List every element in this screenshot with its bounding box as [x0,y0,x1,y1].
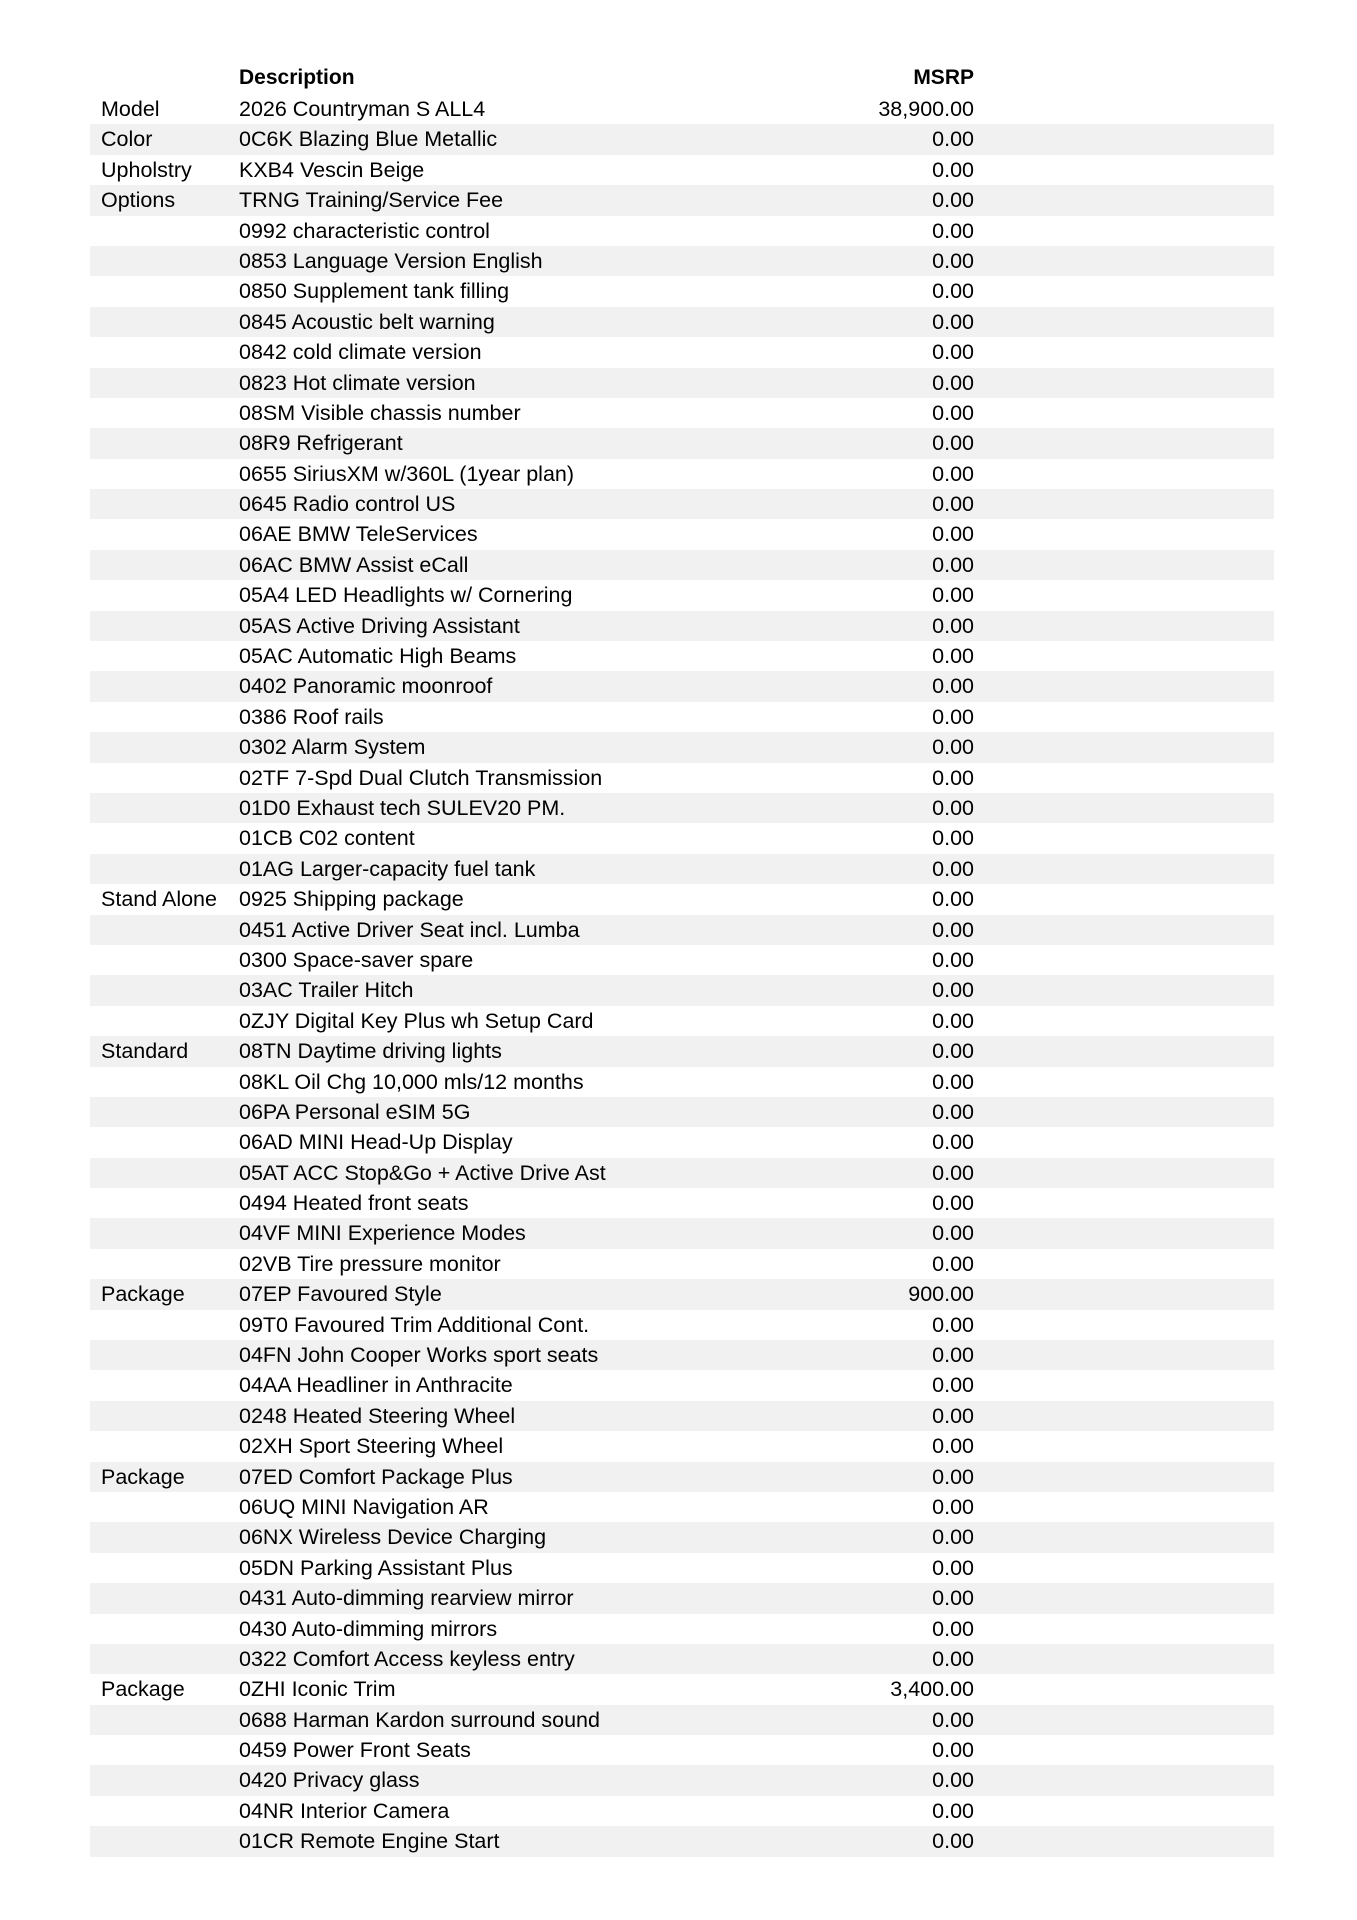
line-items [90,94,1274,1857]
row-msrp: 0.00 [932,1707,974,1732]
row-description: 07EP Favoured Style [239,1282,442,1307]
row-description: 0853 Language Version English [239,248,543,273]
table-row [90,155,1274,185]
table-row [90,550,1274,580]
table-row [90,1462,1274,1492]
row-description: 06AD MINI Head-Up Display [239,1130,513,1155]
table-row [90,1644,1274,1674]
row-msrp: 38,900.00 [878,97,974,121]
row-msrp: 0.00 [932,704,974,729]
row-description: 05DN Parking Assistant Plus [239,1555,513,1580]
row-description: 0302 Alarm System [239,735,426,760]
row-description: 0688 Harman Kardon surround sound [239,1707,600,1732]
row-category: Stand Alone [101,887,217,912]
table-row [90,398,1274,428]
table-row [90,124,1274,154]
table-row [90,1036,1274,1066]
row-description: 06AC BMW Assist eCall [239,552,469,577]
table-row [90,1401,1274,1431]
row-msrp: 3,400.00 [890,1677,974,1702]
table-row [90,459,1274,489]
row-description: 0850 Supplement tank filling [239,279,510,304]
row-msrp: 900.00 [908,1282,974,1307]
row-description: 07ED Comfort Package Plus [239,1464,513,1489]
row-description: 01AG Larger-capacity fuel tank [239,856,536,881]
row-msrp: 0.00 [932,795,974,820]
row-msrp: 0.00 [932,765,974,790]
table-row [90,428,1274,458]
row-msrp: 0.00 [932,1251,974,1276]
row-description: 01CB C02 content [239,826,415,851]
table-row [90,1492,1274,1522]
row-description: 0842 cold climate version [239,340,482,365]
row-description: 0823 Hot climate version [239,370,476,395]
table-row [90,1067,1274,1097]
row-msrp: 0.00 [932,1829,974,1854]
table-row [90,580,1274,610]
table-row [90,1310,1274,1340]
row-msrp: 0.00 [932,1130,974,1155]
row-msrp: 0.00 [932,1768,974,1793]
table-row [90,337,1274,367]
row-msrp: 0.00 [932,1646,974,1671]
row-description: 01CR Remote Engine Start [239,1829,500,1854]
row-msrp: 0.00 [932,1494,974,1519]
row-description: 02XH Sport Steering Wheel [239,1434,504,1459]
row-description: 06UQ MINI Navigation AR [239,1494,489,1519]
row-msrp: 0.00 [932,552,974,577]
row-msrp: 0.00 [932,157,974,182]
row-msrp: 0.00 [932,1343,974,1368]
table-row [90,1674,1274,1704]
table-row [90,1249,1274,1279]
row-msrp: 0.00 [932,1099,974,1124]
table-row [90,94,1274,124]
row-description: 02VB Tire pressure monitor [239,1251,501,1276]
table-row [90,641,1274,671]
row-msrp: 0.00 [932,1555,974,1580]
row-description: 0386 Roof rails [239,704,384,729]
table-header [90,64,1274,94]
table-row [90,1796,1274,1826]
row-description: 0ZHI Iconic Trim [239,1677,396,1702]
row-description: 0322 Comfort Access keyless entry [239,1646,575,1671]
row-description: 06NX Wireless Device Charging [239,1525,547,1550]
row-category: Package [101,1677,185,1702]
row-msrp: 0.00 [932,127,974,152]
row-description: 01D0 Exhaust tech SULEV20 PM. [239,795,566,820]
table-row [90,793,1274,823]
table-row [90,1553,1274,1583]
row-msrp: 0.00 [932,492,974,517]
row-msrp: 0.00 [932,644,974,669]
row-description: 08SM Visible chassis number [239,400,521,425]
description-column-header: Description [239,66,355,89]
row-msrp: 0.00 [932,1312,974,1337]
row-msrp: 0.00 [932,1069,974,1094]
row-msrp: 0.00 [932,947,974,972]
row-msrp: 0.00 [932,674,974,699]
row-msrp: 0.00 [932,1221,974,1246]
row-description: 0459 Power Front Seats [239,1738,471,1763]
row-msrp: 0.00 [932,370,974,395]
row-description: 02TF 7-Spd Dual Clutch Transmission [239,765,603,790]
row-description: 06AE BMW TeleServices [239,522,478,547]
msrp-column-header: MSRP [913,66,974,89]
row-msrp: 0.00 [932,887,974,912]
row-description: 04NR Interior Camera [239,1798,450,1823]
table-row [90,519,1274,549]
row-description: 2026 Countryman S ALL4 [239,97,486,121]
table-row [90,1370,1274,1400]
table-row [90,1188,1274,1218]
row-description: 04AA Headliner in Anthracite [239,1373,513,1398]
row-description: 04VF MINI Experience Modes [239,1221,526,1246]
row-description: 0ZJY Digital Key Plus wh Setup Card [239,1008,594,1033]
table-row [90,611,1274,641]
row-description: 0C6K Blazing Blue Metallic [239,127,498,152]
row-description: 08KL Oil Chg 10,000 mls/12 months [239,1069,584,1094]
table-row [90,1614,1274,1644]
row-description: 0430 Auto-dimming mirrors [239,1616,498,1641]
table-row [90,1522,1274,1552]
row-msrp: 0.00 [932,461,974,486]
table-row [90,1705,1274,1735]
row-msrp: 0.00 [932,1039,974,1064]
row-msrp: 0.00 [932,1191,974,1216]
row-description: 0845 Acoustic belt warning [239,309,495,334]
row-description: 06PA Personal eSIM 5G [239,1099,471,1124]
row-msrp: 0.00 [932,522,974,547]
row-msrp: 0.00 [932,188,974,213]
row-msrp: 0.00 [932,978,974,1003]
row-description: 0494 Heated front seats [239,1191,469,1216]
row-description: TRNG Training/Service Fee [239,188,504,213]
table-row [90,1431,1274,1461]
row-description: 0420 Privacy glass [239,1768,420,1793]
row-msrp: 0.00 [932,1738,974,1763]
row-description: 0300 Space-saver spare [239,947,474,972]
row-msrp: 0.00 [932,218,974,243]
row-description: 04FN John Cooper Works sport seats [239,1343,599,1368]
row-category: Package [101,1464,185,1489]
row-description: 0431 Auto-dimming rearview mirror [239,1586,574,1611]
row-msrp: 0.00 [932,1008,974,1033]
row-msrp: 0.00 [932,1464,974,1489]
table-row [90,1006,1274,1036]
row-msrp: 0.00 [932,309,974,334]
table-row [90,216,1274,246]
table-row [90,975,1274,1005]
row-msrp: 0.00 [932,248,974,273]
row-msrp: 0.00 [932,431,974,456]
table-row [90,1765,1274,1795]
row-msrp: 0.00 [932,1586,974,1611]
row-description: 0992 characteristic control [239,218,490,243]
table-row [90,1735,1274,1765]
row-msrp: 0.00 [932,613,974,638]
table-row [90,489,1274,519]
table-row [90,702,1274,732]
row-msrp: 0.00 [932,583,974,608]
row-description: 0451 Active Driver Seat incl. Lumba [239,917,580,942]
row-msrp: 0.00 [932,826,974,851]
row-description: 05AS Active Driving Assistant [239,613,520,638]
table-row [90,884,1274,914]
table-row [90,732,1274,762]
row-msrp: 0.00 [932,735,974,760]
row-description: 0655 SiriusXM w/360L (1year plan) [239,461,575,486]
row-msrp: 0.00 [932,340,974,365]
table-row [90,1279,1274,1309]
row-category: Standard [101,1039,189,1064]
row-msrp: 0.00 [932,279,974,304]
table-row [90,1826,1274,1856]
table-row [90,185,1274,215]
table-row [90,854,1274,884]
row-msrp: 0.00 [932,1160,974,1185]
row-description: 0925 Shipping package [239,887,464,912]
row-msrp: 0.00 [932,1373,974,1398]
row-description: 0248 Heated Steering Wheel [239,1403,516,1428]
table-row [90,823,1274,853]
row-description: 08TN Daytime driving lights [239,1039,502,1064]
table-row [90,1097,1274,1127]
row-description: 08R9 Refrigerant [239,431,403,456]
table-row [90,1127,1274,1157]
price-sheet [90,64,1274,1857]
table-row [90,945,1274,975]
row-category: Color [101,127,153,152]
row-msrp: 0.00 [932,1616,974,1641]
table-row [90,276,1274,306]
row-msrp: 0.00 [932,1434,974,1459]
row-msrp: 0.00 [932,917,974,942]
table-row [90,307,1274,337]
row-category: Upholstry [101,157,192,182]
table-row [90,915,1274,945]
row-msrp: 0.00 [932,1403,974,1428]
table-row [90,671,1274,701]
row-description: 0645 Radio control US [239,492,456,517]
table-row [90,1158,1274,1188]
table-row [90,1583,1274,1613]
row-msrp: 0.00 [932,1525,974,1550]
table-row [90,246,1274,276]
row-description: 0402 Panoramic moonroof [239,674,493,699]
table-row [90,1340,1274,1370]
row-description: 03AC Trailer Hitch [239,978,414,1003]
row-msrp: 0.00 [932,400,974,425]
table-row [90,763,1274,793]
row-description: 05AC Automatic High Beams [239,644,517,669]
table-row [90,1218,1274,1248]
row-description: 05AT ACC Stop&Go + Active Drive Ast [239,1160,606,1185]
row-msrp: 0.00 [932,856,974,881]
row-category: Model [101,97,160,121]
row-description: 09T0 Favoured Trim Additional Cont. [239,1312,590,1337]
table-row [90,368,1274,398]
row-category: Package [101,1282,185,1307]
row-description: 05A4 LED Headlights w/ Cornering [239,583,573,608]
row-category: Options [101,188,176,213]
row-msrp: 0.00 [932,1798,974,1823]
row-description: KXB4 Vescin Beige [239,157,425,182]
